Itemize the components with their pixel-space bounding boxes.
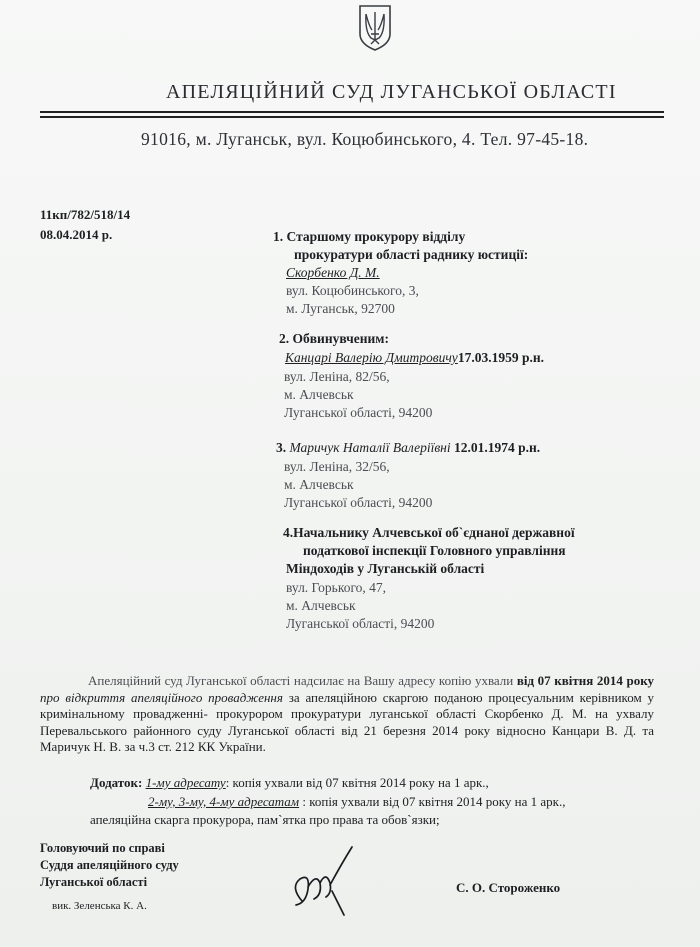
recipient-4-title: 4.Начальнику Алчевської об`єднаної державної: [283, 525, 575, 540]
attachment-2-recipient: 2-му, 3-му, 4-му адресатам: [148, 794, 300, 809]
recipient-3-name: Маричук Наталії Валеріївні: [289, 440, 454, 455]
body-text-2: за апеляційною скаргою поданою процесуальним керівником у кримінальному провадженні- прокурором прокуратури луганської області Скорбенко Д. М. на ухвалу Перевальського районного суду Луганської області від 21 березня 2014 року відносно Канцари В. Д. та Маричук Н. В. за ч.3 ст. 212 КК України.: [40, 689, 654, 755]
recipient-2-birth: 17.03.1959 р.н.: [457, 350, 544, 365]
recipient-4-region: Луганської області, 94200: [286, 616, 435, 631]
recipient-3-city: м. Алчевськ: [284, 477, 354, 492]
handwritten-signature: [286, 843, 356, 923]
header-rule-bottom: [40, 116, 664, 118]
case-number: 11кп/782/518/14: [40, 207, 131, 222]
attachments-label: Додаток:: [90, 775, 143, 790]
judge-label: Суддя апеляційного суду: [40, 858, 179, 872]
recipient-2-title: 2. Обвинувченим:: [279, 331, 389, 346]
attachment-line-1: [90, 775, 489, 791]
header-rule-top: [40, 111, 664, 113]
recipient-2-name: Канцарі Валерію Дмитровичу: [285, 350, 458, 365]
trident-emblem-icon: [357, 4, 393, 52]
recipient-4-city: м. Алчевськ: [286, 598, 356, 613]
attachment-line-2: [148, 794, 565, 810]
attachment-2-text: : копія ухвали від 07 квітня 2014 року на 1 арк.,: [299, 794, 566, 809]
recipient-1-title: 1. Старшому прокурору відділу: [273, 229, 466, 244]
recipient-3-street: вул. Леніна, 32/56,: [284, 459, 390, 474]
recipient-4-title-end: Міндоходів у Луганській області: [286, 561, 485, 576]
recipient-4-title-cont: податкової інспекції Головного управління: [303, 543, 566, 558]
recipient-1-street: вул. Коцюбинського, 3,: [286, 283, 419, 298]
court-name: АПЕЛЯЦІЙНИЙ СУД ЛУГАНСЬКОЇ ОБЛАСТІ: [166, 81, 617, 103]
recipient-3-region: Луганської області, 94200: [284, 495, 433, 510]
executor: вик. Зеленська К. А.: [52, 900, 147, 912]
body-italic-phrase: про відкриття апеляційного провадження: [40, 689, 283, 705]
recipient-3-number: 3.: [276, 440, 290, 455]
body-text-1: Апеляційний суд Луганської області надсилає на Вашу адресу копію ухвали: [88, 673, 517, 688]
judge-name: С. О. Стороженко: [456, 880, 561, 895]
document-date: 08.04.2014 р.: [40, 227, 113, 242]
court-address: 91016, м. Луганськ, вул. Коцюбинського, 4. Тел. 97-45-18.: [141, 129, 589, 149]
recipient-3-name-line: [276, 440, 540, 456]
recipient-2-name-line: [285, 350, 544, 366]
attachment-1-text: : копія ухвали від 07 квітня 2014 року на 1 арк.,: [225, 775, 489, 790]
attachment-1-recipient: 1-му адресату: [145, 775, 226, 790]
attachment-line-3: апеляційна скарга прокурора, пам`ятка про права та обов`язки;: [90, 812, 440, 827]
recipient-2-city: м. Алчевськ: [284, 387, 354, 402]
recipient-3-birth: 12.01.1974 р.н.: [454, 440, 541, 455]
recipient-1-city: м. Луганськ, 92700: [286, 301, 395, 316]
body-date-bold: від 07 квітня 2014 року: [516, 673, 654, 688]
letter-body: [40, 673, 654, 756]
recipient-2-region: Луганської області, 94200: [284, 405, 433, 420]
court-region-label: Луганської області: [40, 875, 148, 889]
presiding-label: Головуючий по справі: [40, 841, 165, 855]
recipient-2-street: вул. Леніна, 82/56,: [284, 369, 390, 384]
recipient-1-name: Скорбенко Д. М.: [286, 265, 380, 280]
recipient-1-title-cont: прокуратури області раднику юстиції:: [294, 247, 529, 262]
recipient-4-street: вул. Горького, 47,: [286, 580, 387, 595]
